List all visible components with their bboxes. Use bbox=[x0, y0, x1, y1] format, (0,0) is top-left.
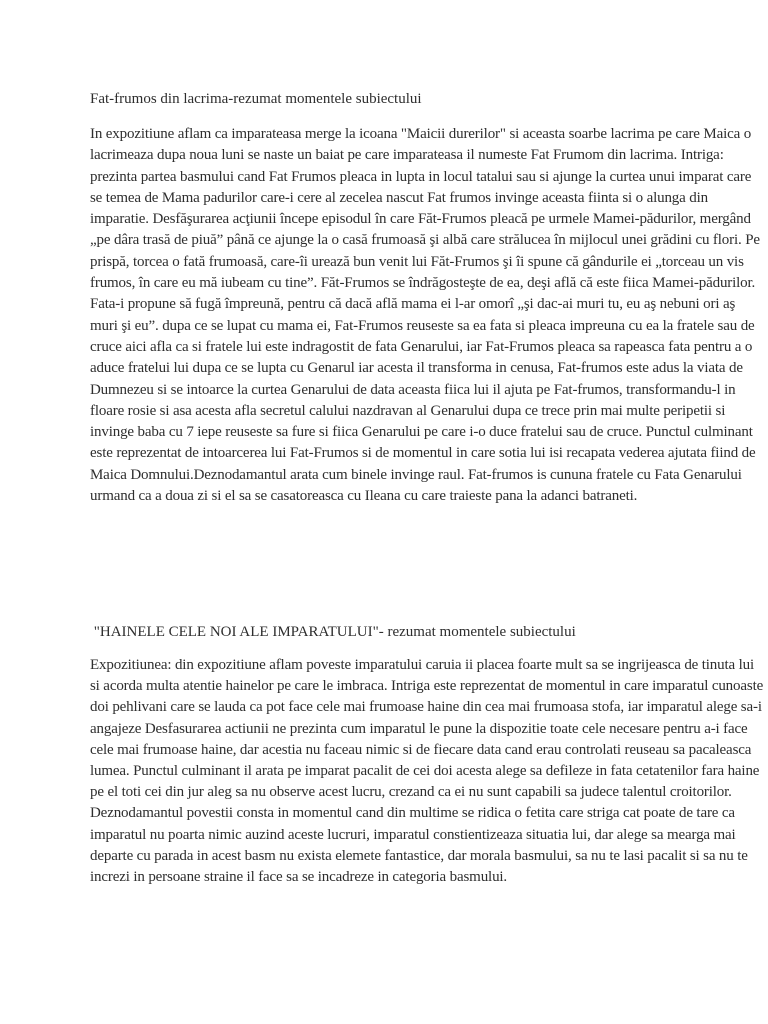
section-fat-frumos bbox=[90, 88, 765, 507]
section-body: Expozitiunea: din expozitiune aflam poveste imparatului caruia ii placea foarte mult sa se ingrijeasca de tinuta lui si acorda multa atentie hainelor pe care le imbraca. Intriga este reprezentat de momentul in care imparatul cunoaste doi pehlivani care se lauda ca pot face cele mai frumoase haine din cea mai frumoasa stofa, iar imparatul alege sa-i angajeze Desfasurarea actiunii ne prezinta cum imparatul le pune la dispozitie toate cele necesare pentru a-i face cele mai frumoase haine, dar acestia nu faceau nimic si de fiecare data cand erau controlati reuseau sa pacaleasca lumea. Punctul culminant il arata pe imparat pacalit de cei doi acesta alege sa defileze in fata cetatenilor fara haine pe el toti cei din jur aleg sa nu observe acest lucru, crezand ca ei nu sunt capabili sa judece talentul croitorilor. Deznodamantul povestii consta in momentul cand din multime se ridica o fetita care striga cat poate de tare ca imparatul nu poarta nimic auzind aceste lucruri, imparatul constientizeaza situatia lui, dar alege sa mearga mai departe cu parada in acest basm nu exista elemete fantastice, dar morala basmului, sa nu te lasi pacalit si sa nu te increzi in persoane straine il face sa se incadreze in categoria basmului. bbox=[90, 657, 764, 886]
section-title: "HAINELE CELE NOI ALE IMPARATULUI"- rezumat momentele subiectului bbox=[90, 624, 576, 640]
section-title: Fat-frumos din lacrima-rezumat momentele subiectului bbox=[90, 91, 422, 107]
section-hainele-imparatului bbox=[90, 621, 765, 888]
section-body: In expozitiune aflam ca imparateasa merge la icoana "Maicii durerilor" si aceasta soarbe lacrima pe care Maica o lacrimeaza dupa noua luni se naste un baiat pe care imparateasa il numeste Fat Frumom din lacrima. Intriga: prezinta partea basmului cand Fat Frumos pleaca in lupta in locul tatalui sau si ajunge la curtea unui imparat care se temea de Mama padurilor care-i cere al zecelea nascut Fat frumos invinge aceasta fiinta si o alunga din imparatie. Desfăşurarea acţiunii începe episodul în care Făt-Frumos pleacă pe urmele Mamei-pădurilor, mergând „pe dâra trasă de piuă” până ce ajunge la o casă frumoasă şi albă care strălucea în mijlocul unei grădini cu flori. Pe prispă, torcea o fată frumoasă, care-îi urează bun venit lui Făt-Frumos şi îi spune că gândurile ei „torceau un vis frumos, în care eu mă iubeam cu tine”. Făt-Frumos se îndrăgosteşte de ea, deşi află că este fiica Mamei-pădurilor. Fata-i propune să fugă împreună, pentru că dacă află mama ei l-ar omorî „şi dac-ai muri tu, eu aş nebuni ori aş muri şi eu”. dupa ce se lupat cu mama ei, Fat-Frumos reuseste sa ea fata si pleaca impreuna cu ea la fratele sau de cruce aici afla ca si fratele lui este indragostit de fata Genarului, iar Fat-Frumos pleaca sa rapeasca fata pentru a o aduce fratelui lui dupa ce se lupta cu Genarul iar acesta il transforma in cenusa, Fat-frumos este adus la viata de Dumnezeu si se intoarce la curtea Genarului de data aceasta fiica lui il ajuta pe Fat-frumos, transformandu-l in floare rosie si asa acesta afla secretul calului nazdravan al Genarului dupa ce trece prin mai multe peripetii si invinge baba cu 7 iepe reuseste sa fure si fiica Genarului pe care i-o duce fratelui sau de cruce. Punctul culminant este reprezentat de intoarcerea lui Fat-Frumos si de momentul in care sotia lui isi recapata vederea ajutata fiind de Maica Domnului.Deznodamantul arata cum binele invinge raul. Fat-frumos is cununa fratele cu Fata Genarului urmand ca a doua zi si el sa se casatoreasca cu Ileana cu care traieste pana la adanci batraneti. bbox=[90, 126, 760, 505]
